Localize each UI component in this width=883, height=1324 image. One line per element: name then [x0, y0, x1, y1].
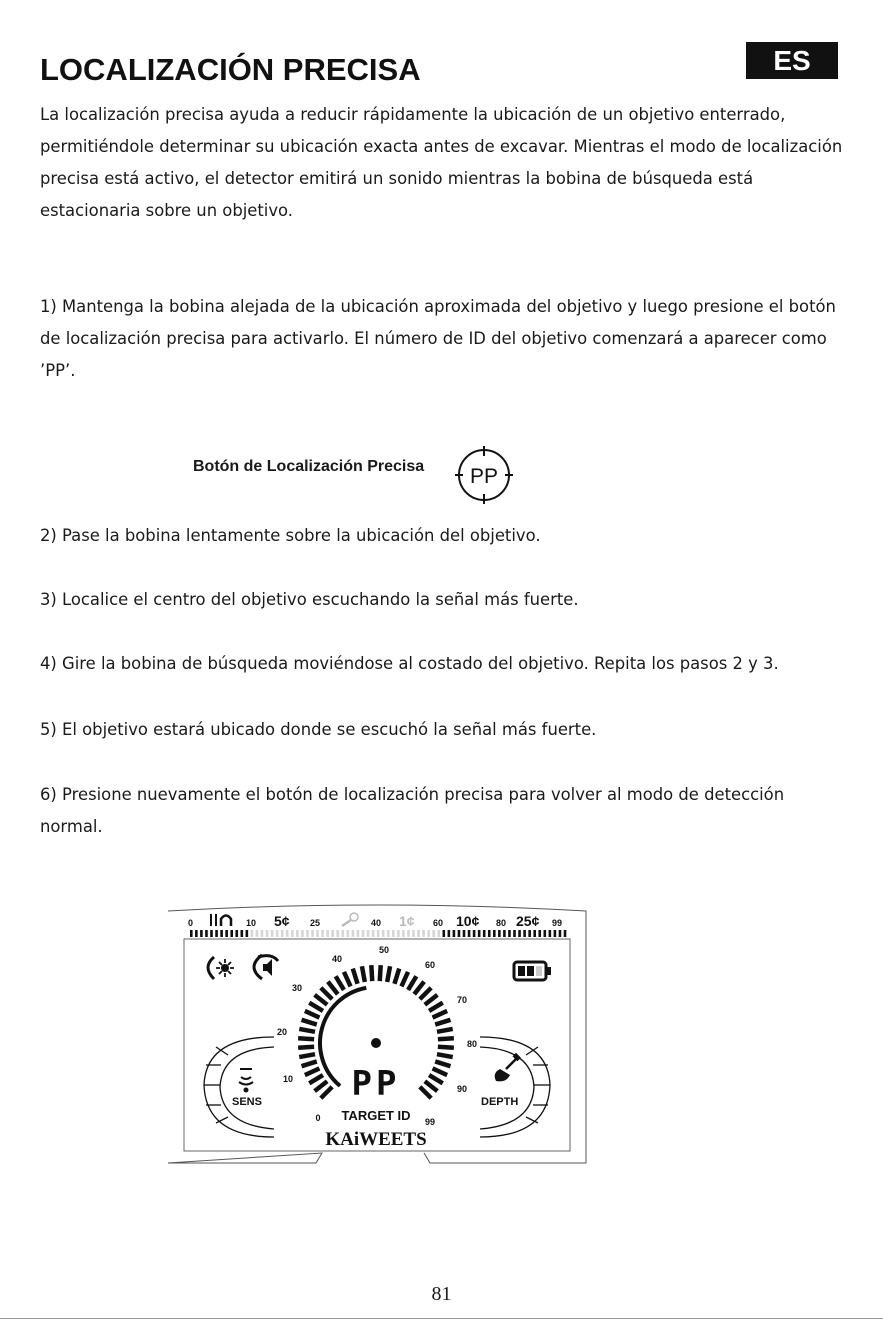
- discrimination-segment: [251, 930, 254, 937]
- sensitivity-meter: [204, 1037, 274, 1137]
- discrimination-segment: [205, 930, 208, 937]
- discrimination-segment: [473, 930, 476, 937]
- discrimination-segment: [559, 930, 562, 937]
- dial-label: 30: [291, 983, 303, 993]
- discrimination-segment: [407, 930, 410, 937]
- lcd-display-illustration: [166, 897, 588, 1165]
- discrimination-segment: [316, 930, 319, 937]
- discrimination-segment: [538, 930, 541, 937]
- dial-label: 99: [424, 1117, 436, 1127]
- dial-segment: [299, 1054, 315, 1057]
- dial-segment: [408, 976, 416, 990]
- dial-segment: [302, 1061, 317, 1066]
- discrimination-segments: [190, 930, 566, 937]
- discrimination-segment: [210, 930, 213, 937]
- discrimination-segment: [311, 930, 314, 937]
- pinpoint-icon-text: PP: [469, 465, 499, 488]
- dial-segment: [302, 1020, 317, 1025]
- discrimination-segment: [352, 930, 355, 937]
- discrimination-segment: [437, 930, 440, 937]
- discrimination-segment: [220, 930, 223, 937]
- discrimination-segment: [367, 930, 370, 937]
- discrimination-segment: [397, 930, 400, 937]
- discrimination-segment: [564, 930, 567, 937]
- discrimination-segment: [190, 930, 193, 937]
- dial-label: 50: [378, 945, 390, 955]
- discrimination-segment: [523, 930, 526, 937]
- dial-segment: [305, 1011, 320, 1018]
- discrimination-segment: [448, 930, 451, 937]
- top-scale: [188, 913, 562, 929]
- discrimination-segment: [468, 930, 471, 937]
- target-id-label: TARGET ID: [341, 1108, 411, 1123]
- magnet-icon: [210, 914, 231, 926]
- dial-segment: [435, 1061, 450, 1066]
- page-number: 81: [431, 1283, 452, 1305]
- dial-segment: [309, 1003, 323, 1011]
- scale-label: 80: [496, 918, 507, 928]
- dial-segment: [438, 1038, 454, 1039]
- discrimination-segment: [291, 930, 294, 937]
- dial-segment: [387, 966, 390, 982]
- dial-segment: [305, 1068, 320, 1075]
- discrimination-segment: [518, 930, 521, 937]
- dial-segment: [321, 988, 332, 999]
- pinpoint-crosshair-icon: [452, 443, 516, 507]
- dial-segment: [362, 966, 365, 982]
- scale-label: 25¢: [516, 913, 540, 929]
- dial-segment: [433, 1068, 448, 1075]
- discrimination-segment: [549, 930, 552, 937]
- dial-segment: [437, 1029, 453, 1032]
- discrimination-segment: [271, 930, 274, 937]
- dial-segment: [394, 969, 399, 984]
- dial-segment: [437, 1054, 453, 1057]
- dial-segment: [429, 1075, 443, 1083]
- center-dot: [371, 1038, 381, 1048]
- language-badge: ES: [746, 42, 838, 79]
- target-id-value: PP: [351, 1064, 401, 1104]
- dial-label: 70: [456, 995, 468, 1005]
- discrimination-segment: [503, 930, 506, 937]
- scale-label: 10¢: [456, 913, 480, 929]
- discrimination-segment: [417, 930, 420, 937]
- dial-label: 40: [331, 954, 343, 964]
- sensitivity-icon: [239, 1069, 253, 1093]
- depth-meter: [480, 1037, 550, 1137]
- page-title: LOCALIZACIÓN PRECISA: [40, 52, 421, 87]
- step-2: 2) Pase la bobina lentamente sobre la ubicación del objetivo.: [40, 526, 541, 545]
- dial-segment: [353, 969, 358, 984]
- dial-segment: [309, 1075, 323, 1083]
- discrimination-segment: [235, 930, 238, 937]
- dial-label: 0: [315, 1113, 321, 1123]
- discrimination-segment: [281, 930, 284, 937]
- battery-icon: [514, 962, 551, 980]
- dial-label: 80: [466, 1039, 478, 1049]
- discrimination-segment: [392, 930, 395, 937]
- discrimination-segment: [230, 930, 233, 937]
- discrimination-segment: [357, 930, 360, 937]
- step-1: 1) Mantenga la bobina alejada de la ubicación aproximada del objetivo y luego presione el botón de localización precisa para activarlo. El número de ID del objetivo comenzará a aparecer como ’PP’.: [40, 297, 836, 380]
- step-5: 5) El objetivo estará ubicado donde se escuchó la señal más fuerte.: [40, 720, 597, 739]
- scale-label: 10: [246, 918, 257, 928]
- dial-segment: [425, 995, 438, 1005]
- dial-segment: [401, 972, 408, 987]
- scale-label: 60: [433, 918, 444, 928]
- discrimination-segment: [458, 930, 461, 937]
- discrimination-segment: [321, 930, 324, 937]
- dial-label: 90: [456, 1084, 468, 1094]
- discrimination-segment: [200, 930, 203, 937]
- discrimination-segment: [508, 930, 511, 937]
- discrimination-segment: [533, 930, 536, 937]
- discrimination-segment: [276, 930, 279, 937]
- discrimination-segment: [453, 930, 456, 937]
- discrimination-segment: [443, 930, 446, 937]
- discrimination-segment: [331, 930, 334, 937]
- dial-label: 20: [276, 1027, 288, 1037]
- discrimination-segment: [326, 930, 329, 937]
- discrimination-segment: [195, 930, 198, 937]
- discrimination-segment: [246, 930, 249, 937]
- pinpoint-button-label: Botón de Localización Precisa: [193, 458, 425, 475]
- dial-segment: [336, 976, 344, 990]
- dial-segment: [429, 1003, 443, 1011]
- discrimination-segment: [336, 930, 339, 937]
- dial-segment: [298, 1038, 314, 1039]
- discrimination-segment: [422, 930, 425, 937]
- scale-label: 40: [371, 918, 382, 928]
- discrimination-segment: [225, 930, 228, 937]
- dial-label: 60: [424, 960, 436, 970]
- discrimination-segment: [528, 930, 531, 937]
- step-6: 6) Presione nuevamente el botón de localización precisa para volver al modo de detección normal.: [40, 785, 785, 836]
- discrimination-segment: [513, 930, 516, 937]
- dial-segment: [299, 1029, 315, 1032]
- discrimination-segment: [241, 930, 244, 937]
- step-3: 3) Localice el centro del objetivo escuchando la señal más fuerte.: [40, 590, 579, 609]
- discrimination-segment: [256, 930, 259, 937]
- discrimination-segment: [412, 930, 415, 937]
- discrimination-segment: [493, 930, 496, 937]
- dial-segment: [435, 1020, 450, 1025]
- discrimination-segment: [402, 930, 405, 937]
- scale-label: 25: [310, 918, 321, 928]
- scale-label: 5¢: [274, 913, 290, 929]
- dial-segment: [315, 995, 328, 1005]
- dial-label: 10: [282, 1074, 294, 1084]
- discrimination-segment: [301, 930, 304, 937]
- discrimination-segment: [432, 930, 435, 937]
- key-icon: [342, 913, 358, 926]
- dial-segment: [315, 1081, 328, 1091]
- depth-label: DEPTH: [481, 1096, 519, 1108]
- sens-label: SENS: [232, 1096, 262, 1108]
- step-4: 4) Gire la bobina de búsqueda moviéndose al costado del objetivo. Repita los pasos 2 y 3.: [40, 654, 779, 673]
- backlight-icon: [208, 957, 234, 979]
- intro-paragraph: La localización precisa ayuda a reducir rápidamente la ubicación de un objetivo enterrado, permitiéndole determinar su ubicación exacta antes de excavar. Mientras el modo de localización precisa está activo, el detector emitirá un sonido mientras la bobina de búsqueda está estacionaria sobre un objetivo.: [40, 105, 843, 220]
- discrimination-segment: [554, 930, 557, 937]
- footer-divider: [0, 1318, 883, 1319]
- discrimination-segment: [286, 930, 289, 937]
- dial-segment: [414, 982, 424, 995]
- scale-label: 1¢: [399, 913, 415, 929]
- discrimination-segment: [463, 930, 466, 937]
- dial-segment: [420, 988, 431, 999]
- discrimination-segment: [362, 930, 365, 937]
- dial-segment: [328, 982, 338, 995]
- discrimination-segment: [382, 930, 385, 937]
- discrimination-segment: [387, 930, 390, 937]
- discrimination-segment: [342, 930, 345, 937]
- shovel-icon: [495, 1053, 521, 1082]
- discrimination-segment: [215, 930, 218, 937]
- discrimination-segment: [372, 930, 375, 937]
- dial-segment: [420, 1087, 431, 1098]
- discrimination-segment: [488, 930, 491, 937]
- dial-segment: [298, 1047, 314, 1048]
- discrimination-segment: [478, 930, 481, 937]
- dial-segment: [344, 972, 351, 987]
- dial-segment: [438, 1047, 454, 1048]
- scale-label: 99: [552, 918, 563, 928]
- discrimination-segment: [261, 930, 264, 937]
- dial-segment: [380, 965, 381, 981]
- dial-segment: [425, 1081, 438, 1091]
- discrimination-segment: [296, 930, 299, 937]
- discrimination-segment: [306, 930, 309, 937]
- discrimination-segment: [427, 930, 430, 937]
- scale-label: 0: [188, 918, 194, 928]
- dial-segment: [433, 1011, 448, 1018]
- dial-segment: [371, 965, 372, 981]
- discrimination-segment: [498, 930, 501, 937]
- discrimination-segment: [483, 930, 486, 937]
- brand-logo: KAiWEETS: [325, 1129, 427, 1150]
- discrimination-segment: [544, 930, 547, 937]
- dial-segment: [321, 1087, 332, 1098]
- discrimination-segment: [266, 930, 269, 937]
- discrimination-segment: [377, 930, 380, 937]
- volume-icon: [254, 955, 278, 979]
- discrimination-segment: [347, 930, 350, 937]
